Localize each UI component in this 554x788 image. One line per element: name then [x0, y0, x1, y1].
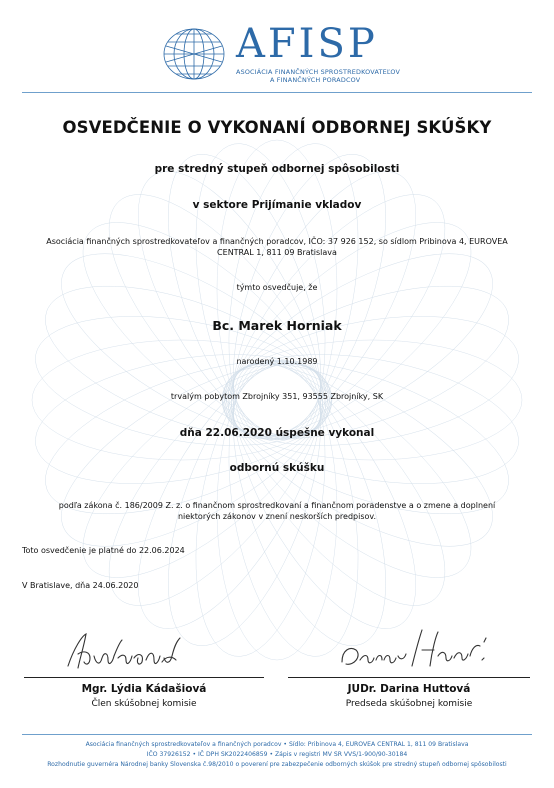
law-reference: [20, 500, 534, 522]
sector: v sektore Prijímanie vkladov: [192, 199, 362, 211]
guilloche-loop: [202, 135, 417, 458]
signature-line-right: [288, 677, 530, 678]
holder-name: Bc. Marek Horniak: [212, 318, 342, 333]
brand-subtitle-line2: A FINANČNÝCH PORADCOV: [270, 76, 361, 84]
law-line2: niektorých zákonov v znení neskorších predpisov.: [177, 512, 377, 521]
signature-line-left: [24, 677, 264, 678]
signatory-name-right: JUDr. Darina Huttová: [347, 683, 471, 695]
afisp-logo: [162, 21, 401, 96]
footer-line2: IČO 37926152 • IČ DPH SK2022406859 • Zápis v registri MV SR VVS/1-900/90-30184: [146, 751, 408, 758]
header-divider: [22, 92, 532, 93]
exam-name: odbornú skúšku: [229, 462, 325, 474]
residence: trvalým pobytom Zbrojníky 351, 93555 Zbrojníky, SK: [170, 392, 384, 401]
signatory-role-left: Člen skúšobnej komisie: [91, 699, 197, 709]
issuer-line1: Asociácia finančných sprostredkovateľov a finančných poradcov, IČO: 37 926 152, so sídlom Pribinova 4, EUROVEA: [46, 237, 508, 246]
footer-divider: [22, 734, 532, 735]
place-and-date: V Bratislave, dňa 24.06.2020: [22, 581, 139, 590]
law-line1: podľa zákona č. 186/2009 Z. z. o finančnom sprostredkovaní a finančnom poradenstve a o zmene a doplnení: [58, 501, 496, 510]
certificate-title: OSVEDČENIE O VYKONANÍ ODBORNEJ SKÚŠKY: [62, 118, 492, 137]
brand-name: AFISP: [236, 21, 378, 67]
signatory-role-right: Predseda skúšobnej komisie: [345, 699, 473, 709]
certifies-text: týmto osvedčuje, že: [236, 283, 318, 292]
guilloche-loop: [137, 135, 352, 458]
issuer-line2: CENTRAL 1, 811 09 Bratislava: [217, 248, 337, 257]
competence-level: pre stredný stupeň odbornej spôsobilosti: [154, 163, 400, 175]
globe-logo-icon: [162, 26, 226, 82]
footer-line3: Rozhodnutie guvernéra Národnej banky Slovenska č.98/2010 o poverení pre zabezpečenie odborných skúšok pre stredný stupeň odbornej spôsobilosti: [47, 761, 507, 768]
footer-line1: Asociácia finančných sprostredkovateľov a finančných poradcov • Sídlo: Pribinova 4, EUROVEA CENTRAL 1, 811 09 Bratislava: [85, 741, 469, 748]
issuer-text: [20, 236, 534, 258]
signature-kadasiova: [60, 628, 190, 674]
validity: Toto osvedčenie je platné do 22.06.2024: [22, 546, 185, 555]
exam-date: dňa 22.06.2020 úspešne vykonal: [179, 427, 375, 439]
signatory-name-left: Mgr. Lýdia Kádašiová: [81, 683, 207, 695]
signature-huttova: [334, 620, 494, 674]
birth-date: narodený 1.10.1989: [236, 357, 318, 366]
brand-subtitle: [236, 68, 400, 84]
brand-subtitle-line1: ASOCIÁCIA FINANČNÝCH SPROSTREDKOVATEĽOV: [236, 68, 401, 76]
